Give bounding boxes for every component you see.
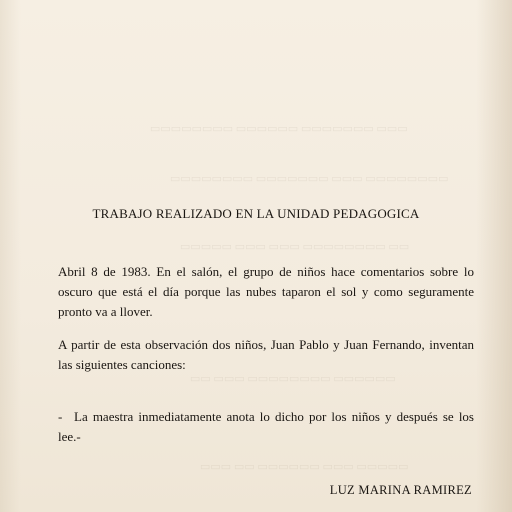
bleed-through-text: ▭▭ ▭▭▭▭▭▭▭▭ ▭▭▭ ▭▭▭ ▭▭▭▭▭ xyxy=(180,241,410,253)
paragraph-intro: Abril 8 de 1983. En el salón, el grupo de niños hace comentarios sobre lo oscuro que está el día porque las nubes taparon el sol y como seguramente pronto va a llover. xyxy=(58,264,474,319)
bleed-through-text: ▭▭▭ ▭▭▭▭▭▭▭ ▭▭▭▭▭▭ ▭▭▭▭▭▭▭▭ xyxy=(150,123,408,135)
bleed-through-text: ▭▭▭▭▭▭ ▭▭▭▭▭▭▭▭ ▭▭▭ ▭▭ xyxy=(190,373,396,385)
bleed-through-text: ▭▭▭▭▭▭▭▭ ▭▭▭ ▭▭▭▭▭▭▭ ▭▭▭▭▭▭▭▭ xyxy=(170,173,449,185)
list-item xyxy=(58,407,474,447)
author-signature: LUZ MARINA RAMIREZ xyxy=(329,483,472,497)
bleed-through-text: ▭▭▭▭▭ ▭▭▭ ▭▭▭▭▭▭ ▭▭ ▭▭▭ xyxy=(200,461,409,473)
page-title: TRABAJO REALIZADO EN LA UNIDAD PEDAGOGICA xyxy=(92,206,420,221)
list-item-text: La maestra inmediatamente anota lo dicho por los niños y después se los lee.- xyxy=(58,409,474,444)
paragraph-observation: A partir de esta observación dos niños, Juan Pablo y Juan Fernando, inventan las siguientes canciones: xyxy=(58,337,474,372)
list-bullet: - xyxy=(58,409,63,424)
